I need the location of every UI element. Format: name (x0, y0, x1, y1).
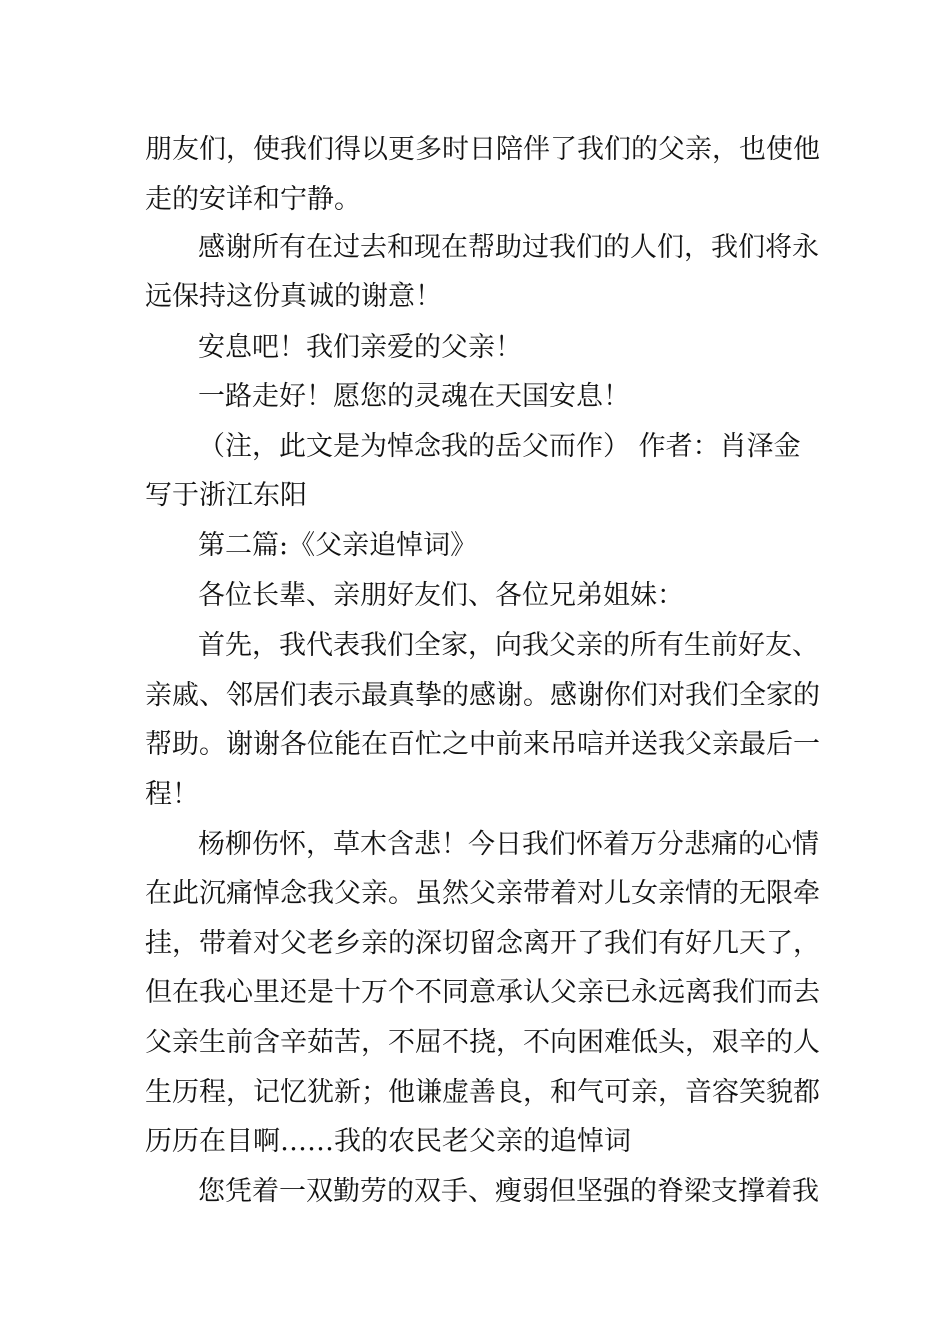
text-line: 挂，带着对父老乡亲的深切留念离开了我们有好几天了， (145, 928, 820, 959)
text-line: 杨柳伤怀，草木含悲！今日我们怀着万分悲痛的心情 (198, 829, 819, 860)
text-line: 写于浙江东阳 (145, 480, 307, 511)
text-line: 生历程，记忆犹新；他谦虚善良，和气可亲，音容笑貌都 (145, 1077, 820, 1108)
text-line: 历历在目啊……我的农民老父亲的追悼词 (145, 1126, 631, 1157)
text-line: 但在我心里还是十万个不同意承认父亲已永远离我们而去 (145, 977, 820, 1008)
text-line: 程！ (145, 779, 199, 810)
text-line: （注，此文是为悼念我的岳父而作） 作者：肖泽金 (198, 431, 801, 462)
text-line: 首先，我代表我们全家，向我父亲的所有生前好友、 (198, 630, 819, 661)
text-line: 在此沉痛悼念我父亲。虽然父亲带着对儿女亲情的无限牵 (145, 878, 820, 909)
text-line: 安息吧！我们亲爱的父亲！ (198, 332, 522, 363)
text-line: 帮助。谢谢各位能在百忙之中前来吊唁并送我父亲最后一 (145, 729, 820, 760)
text-line: 父亲生前含辛茹苦，不屈不挠，不向困难低头，艰辛的人 (145, 1027, 820, 1058)
text-line: 感谢所有在过去和现在帮助过我们的人们，我们将永 (198, 232, 819, 263)
text-line: 您凭着一双勤劳的双手、瘦弱但坚强的脊梁支撑着我 (198, 1176, 819, 1207)
text-line: 朋友们，使我们得以更多时日陪伴了我们的父亲，也使他 (145, 134, 820, 165)
section-heading: 第二篇:《父亲追悼词》 (198, 530, 478, 561)
text-line: 各位长辈、亲朋好友们、各位兄弟姐妹： (198, 580, 684, 611)
text-line: 亲戚、邻居们表示最真挚的感谢。感谢你们对我们全家的 (145, 680, 820, 711)
text-line: 一路走好！愿您的灵魂在天国安息！ (198, 381, 630, 412)
text-line: 远保持这份真诚的谢意！ (145, 281, 442, 312)
text-line: 走的安详和宁静。 (145, 184, 361, 215)
